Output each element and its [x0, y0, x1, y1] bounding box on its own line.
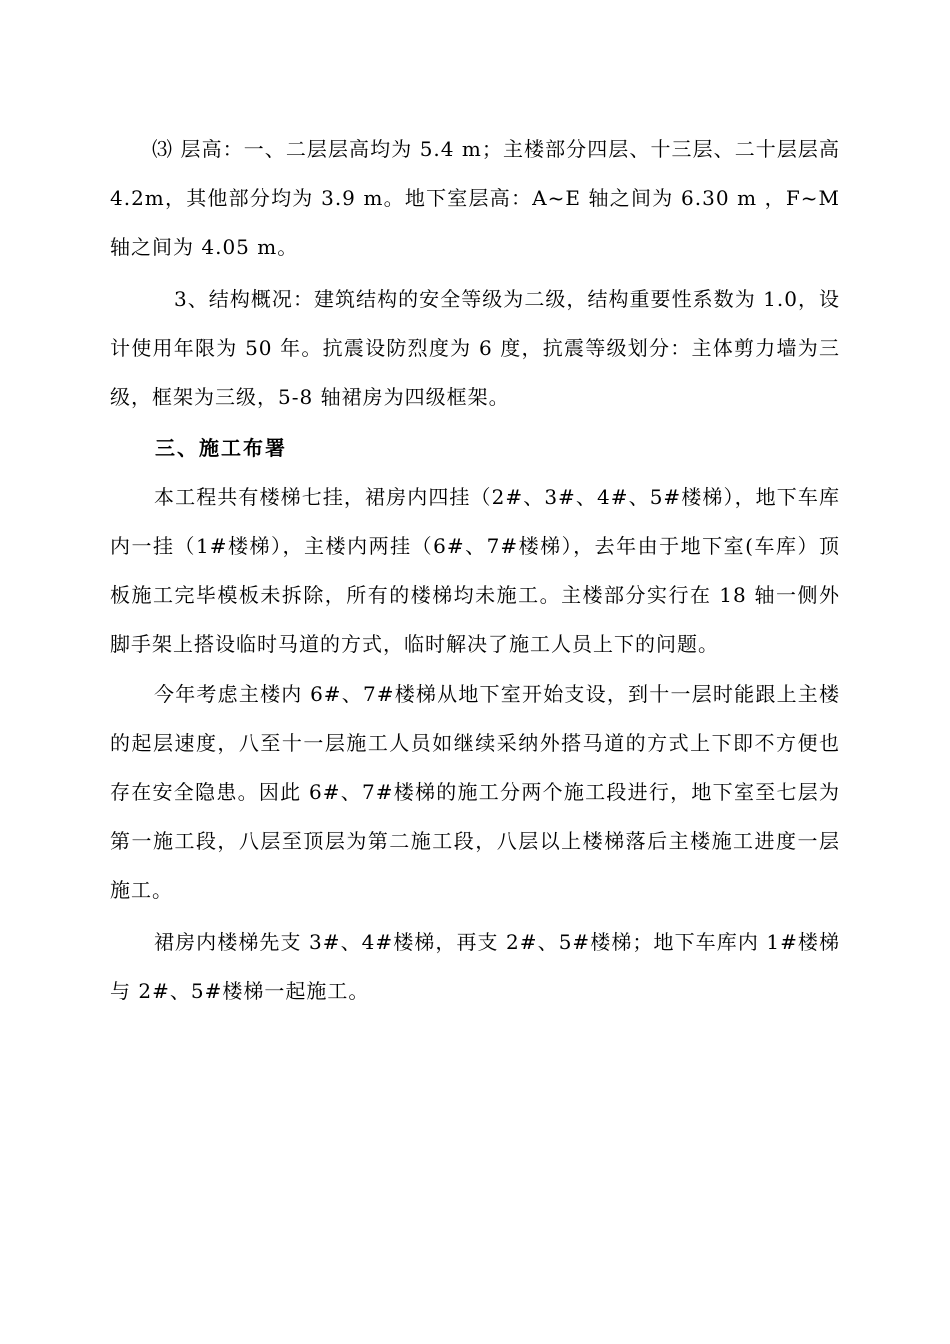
paragraph-structure-overview: 3、结构概况：建筑结构的安全等级为二级，结构重要性系数为 1.0，设计使用年限为 50 年。抗震设防烈度为 6 度，抗震等级划分：主体剪力墙为三级，框架为三级，5-8 轴裙房为四级框架。: [110, 287, 840, 409]
paragraph-stairs-overview: 本工程共有楼梯七挂，裙房内四挂（2#、3#、4#、5#楼梯），地下车库内一挂（1#楼梯），主楼内两挂（6#、7#楼梯），去年由于地下室(车库）顶板施工完毕模板未拆除，所有的楼梯均未施工。主楼部分实行在 18 轴一侧外脚手架上搭设临时马道的方式，临时解决了施工人员上下的问题。: [110, 485, 840, 656]
section-heading-construction-layout: 三、施工布署: [155, 436, 287, 460]
paragraph-stairs-sequence: 裙房内楼梯先支 3#、4#楼梯，再支 2#、5#楼梯；地下车库内 1#楼梯与 2#、5#楼梯一起施工。: [110, 930, 840, 1003]
paragraph-floor-height: ⑶ 层高：一、二层层高均为 5.4 m；主楼部分四层、十三层、二十层层高 4.2m，其他部分均为 3.9 m。地下室层高：A~E 轴之间为 6.30 m ，F~M 轴之间为 4.05 m。: [110, 137, 840, 259]
paragraph-stairs-plan: 今年考虑主楼内 6#、7#楼梯从地下室开始支设，到十一层时能跟上主楼的起层速度，八至十一层施工人员如继续采纳外搭马道的方式上下即不方便也存在安全隐患。因此 6#、7#楼梯的施工分两个施工段进行，地下室至七层为第一施工段，八层至顶层为第二施工段，八层以上楼梯落后主楼施工进度一层施工。: [110, 682, 840, 902]
